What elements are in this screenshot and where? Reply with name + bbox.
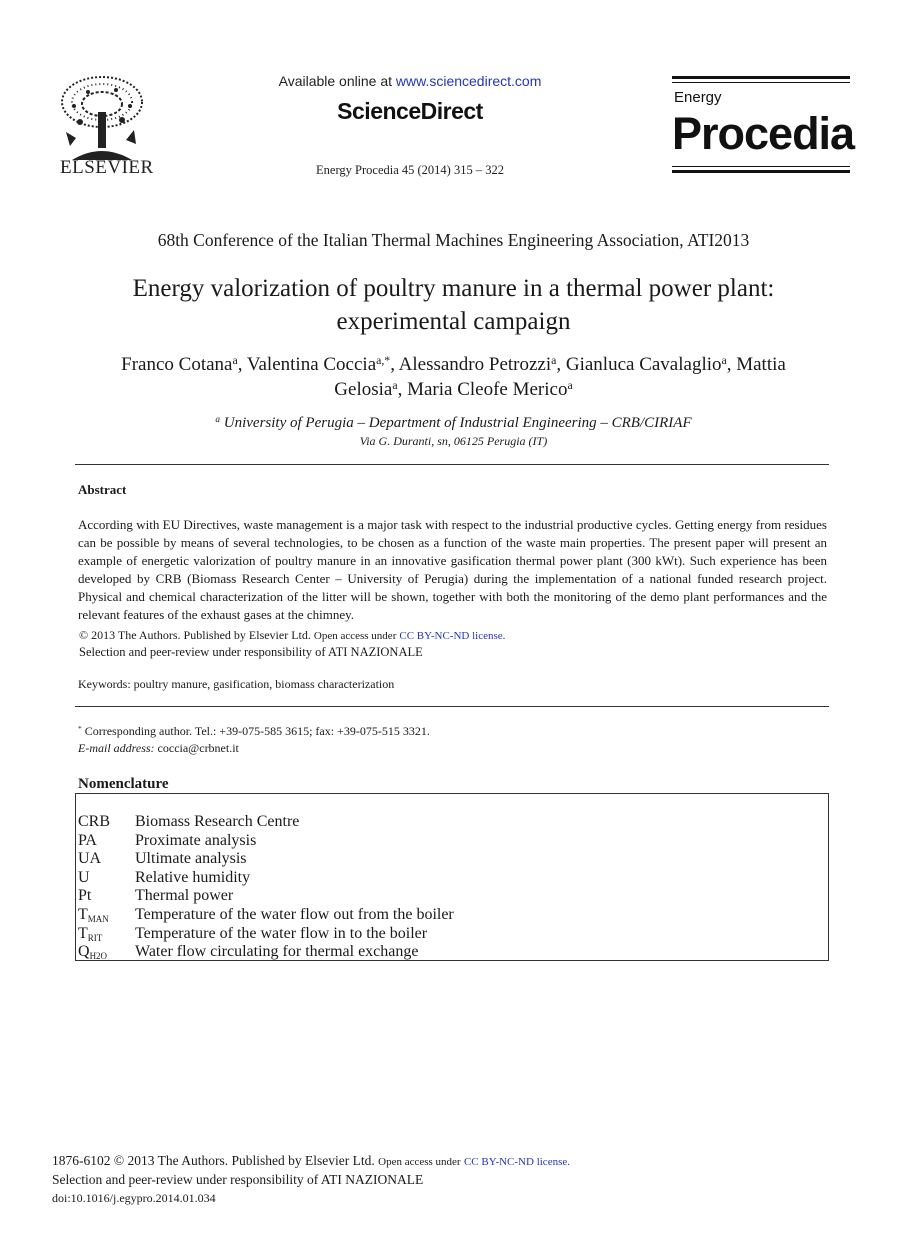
nomenclature-list (78, 813, 454, 962)
elsevier-tree-icon (52, 72, 152, 162)
nomenclature-row (78, 906, 454, 925)
procedia-rule-bottom (672, 170, 850, 173)
affiliation-line-2: Via G. Duranti, sn, 06125 Perugia (IT) (359, 434, 548, 448)
nomenclature-description: Ultimate analysis (135, 850, 247, 868)
nomenclature-description: Proximate analysis (135, 831, 257, 849)
title-line-1: Energy valorization of poultry manure in a thermal power plant: (132, 275, 775, 302)
abstract-peer-review: Selection and peer-review under responsibility of ATI NAZIONALE (79, 645, 423, 659)
license-link[interactable]: CC BY-NC-ND license. (399, 630, 506, 642)
nomenclature-symbol: Pt (78, 887, 92, 905)
affiliation (40, 414, 867, 449)
publisher-logo-text: ELSEVIER (60, 157, 154, 178)
procedia-rule-bottom-thin (672, 166, 850, 167)
abstract-text: According with EU Directives, waste management is a major task with respect to the industrial productive cycles. Getting energy from residues can be possible by means of several technologies, to be chosen as a function of the waste main properties. The present paper will present an example of energetic valorization of poultry manure in an innovative gasification thermal power plant (300 kWt). Such experience has been developed by CRB (Biomass Research Center – University of Perugia) during the implementation of a national funded research project. Physical and chemical characterization of the litter will be shown, together with both the monitoring of the demo plant performances and the relevant features of the exhaust gases at the chimney. (78, 517, 827, 622)
nomenclature-box (75, 793, 829, 961)
nomenclature-description: Biomass Research Centre (135, 813, 300, 830)
nomenclature-symbol: UA (78, 850, 102, 868)
journal-small-name: Energy (674, 89, 722, 106)
nomenclature-description: Thermal power (135, 887, 234, 905)
nomenclature-row (78, 850, 454, 869)
author-line-2: Gelosia$^a$, Maria Cleofe Merico$^a$ (334, 379, 573, 400)
nomenclature-description: Temperature of the water flow out from the boiler (135, 905, 454, 923)
journal-citation: Energy Procedia 45 (2014) 315 – 322 (316, 163, 504, 177)
nomenclature-symbol: $T_{RIT}$ (78, 924, 103, 943)
procedia-rule-top-thin (672, 82, 850, 83)
nomenclature-symbol: PA (78, 831, 97, 849)
sciencedirect-link[interactable]: www.sciencedirect.com (395, 73, 542, 89)
conference-name: 68th Conference of the Italian Thermal Machines Engineering Association, ATI2013 (157, 230, 750, 250)
procedia-logo (672, 74, 855, 178)
nomenclature-description: Water flow circulating for thermal exchange (135, 943, 419, 961)
available-online (200, 73, 620, 89)
journal-big-name: Procedia (672, 108, 855, 159)
affiliation-line-1: $^a$ University of Perugia – Department of Industrial Engineering – CRB/CIRIAF (215, 415, 692, 431)
footer-doi: doi:10.1016/j.egypro.2014.01.034 (52, 1191, 216, 1205)
nomenclature-row (78, 925, 454, 944)
nomenclature-symbol: $T_{MAN}$ (78, 905, 109, 925)
nomenclature-symbol: CRB (78, 813, 111, 830)
footer-line-1: 1876-6102 © 2013 The Authors. Published by Elsevier Ltd. Open access under CC BY-NC-ND license. (52, 1153, 570, 1168)
keywords: Keywords: poultry manure, gasification, biomass characterization (78, 677, 395, 691)
nomenclature-heading: Nomenclature (78, 776, 169, 792)
paper-title (40, 272, 867, 338)
nomenclature-row (78, 943, 454, 962)
author-list (40, 352, 867, 402)
divider-bottom (75, 706, 829, 707)
nomenclature-row (78, 832, 454, 851)
procedia-rule-top (672, 76, 850, 79)
available-prefix: Available online at (278, 73, 396, 89)
nomenclature-symbol: U (78, 868, 90, 886)
nomenclature-description: Relative humidity (135, 868, 251, 886)
footer (52, 1152, 570, 1207)
abstract-copyright: © 2013 The Authors. Published by Elsevier Ltd. Open access under CC BY-NC-ND license. (79, 628, 506, 642)
elsevier-logo (52, 72, 152, 182)
nomenclature-row (78, 869, 454, 888)
nomenclature-description: Temperature of the water flow in to the boiler (135, 924, 428, 942)
title-line-2: experimental campaign (336, 308, 571, 335)
author-email[interactable]: coccia@crbnet.it (154, 741, 239, 755)
nomenclature-row (78, 813, 454, 832)
abstract-heading: Abstract (78, 482, 127, 497)
corresponding-author: * Corresponding author. Tel.: +39-075-585 3615; fax: +39-075-515 3321. E-mail address: coccia@crbnet.it (78, 724, 430, 755)
author-line-1: Franco Cotana$^a$, Valentina Coccia$^{a,*}$, Alessandro Petrozzi$^a$, Gianluca Cavalaglio$^a$, Mattia (121, 354, 786, 375)
footer-license-link[interactable]: CC BY-NC-ND license. (463, 1156, 570, 1168)
nomenclature-symbol: $Q_{H2O}$ (78, 943, 108, 962)
footer-peer-review: Selection and peer-review under responsibility of ATI NAZIONALE (52, 1172, 424, 1187)
divider-top (75, 464, 829, 465)
nomenclature-row (78, 887, 454, 906)
sciencedirect-wordmark: ScienceDirect (337, 98, 483, 124)
